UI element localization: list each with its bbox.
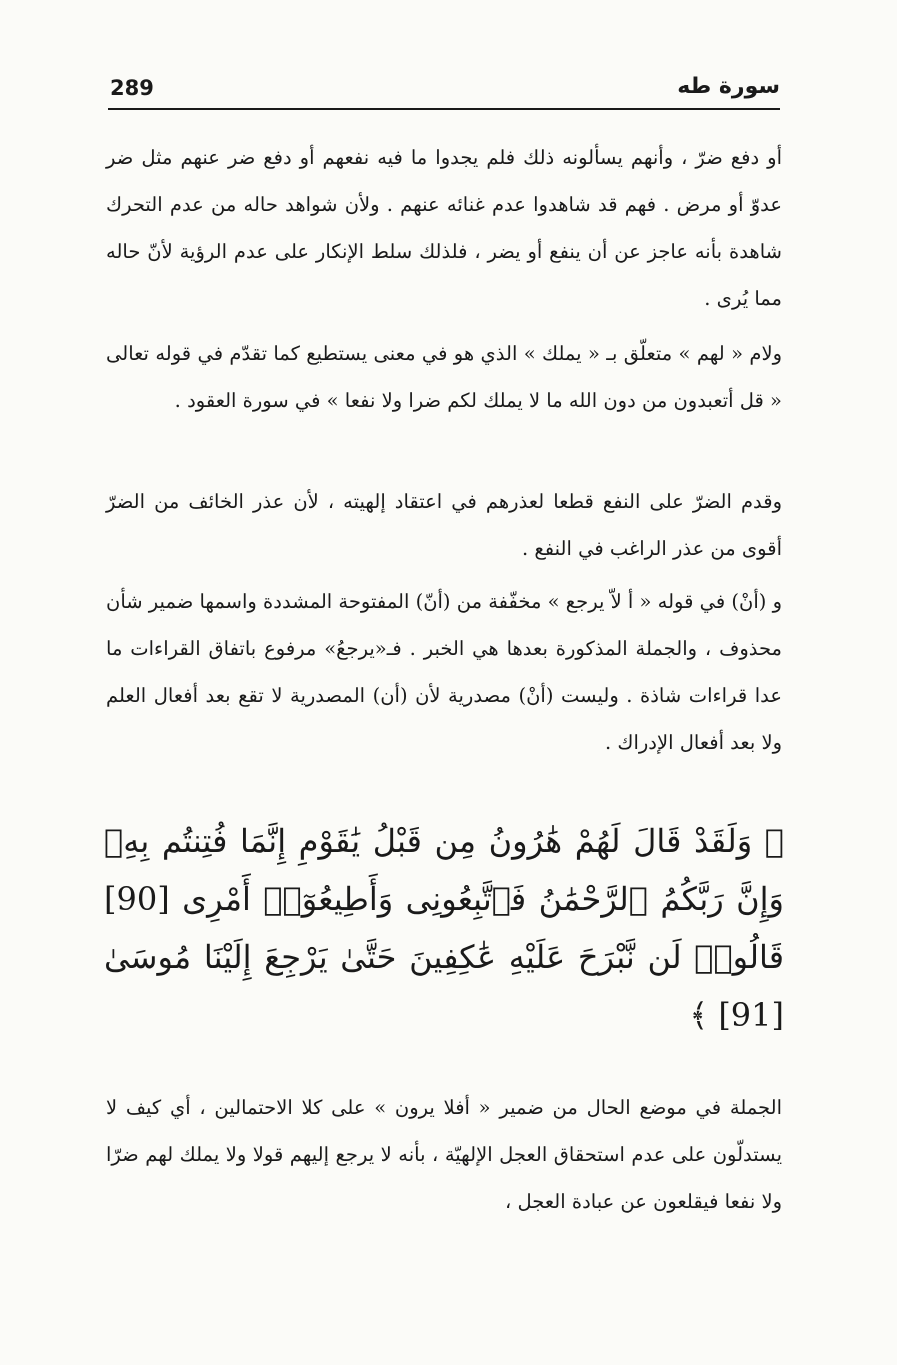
paragraph-1: أو دفع ضرّ ، وأنهم يسألونه ذلك فلم يجدوا ما فيه نفعهم أو دفع ضر عنهم مثل ضر عدوّ أو مرض . فهم قد شاهدوا عدم غنائه عنهم . ولأن شواهد حاله من عدم التحرك شاهدة بأنه عاجز عن أن ينفع أو يضر ، فلذلك سلط الإنكار على عدم الرؤية لأنّ حاله مما يُرى . xyxy=(106,146,782,310)
page-header xyxy=(108,74,780,110)
paragraph-4: و (أنْ) في قوله « أ لاّ يرجع » مخفّفة من (أنّ) المفتوحة المشددة واسمها ضمير شأن محذوف ، والجملة المذكورة بعدها هي الخبر . فـ«يرجعُ» مرفوع باتفاق القراءات ما عدا قراءات شاذة . وليست (أنْ) مصدرية لأن (أن) المصدرية لا تقع بعد أفعال العلم ولا بعد أفعال الإدراك . xyxy=(106,590,782,754)
paragraph-2: ولام « لهم » متعلّق بـ « يملك » الذي هو في معنى يستطيع كما تقدّم في قوله تعالى « قل أتعبدون من دون الله ما لا يملك لكم ضرا ولا نفعا » في سورة العقود . xyxy=(106,342,782,412)
quran-verse: ﴿ وَلَقَدْ قَالَ لَهُمْ هَٰرُونُ مِن قَبْلُ يَٰقَوْمِ إِنَّمَا فُتِنتُم بِهِۦ وَإِنَّ رَبَّكُمُ ٱلرَّحْمَٰنُ فَٱتَّبِعُونِى وَأَطِيعُوٓا۟ أَمْرِى [90] قَالُوا۟ لَن نَّبْرَحَ عَلَيْهِ عَٰكِفِينَ حَتَّىٰ يَرْجِعَ إِلَيْنَا مُوسَىٰ [91] ﴾ xyxy=(104,822,784,1034)
paragraph-5: الجملة في موضع الحال من ضمير « أفلا يرون » على كلا الاحتمالين ، أي كيف لا يستدلّون على عدم استحقاق العجل الإلهيّة ، بأنه لا يرجع إليهم قولا ولا يملك لهم ضرّا ولا نفعا فيقلعون عن عبادة العجل ، xyxy=(106,1096,782,1213)
surah-title: سورة طه xyxy=(677,74,780,99)
paragraph-3: وقدم الضرّ على النفع قطعا لعذرهم في اعتقاد إلهيته ، لأن عذر الخائف من الضرّ أقوى من عذر الراغب في النفع . xyxy=(106,490,782,560)
page-number: 289 xyxy=(110,76,154,100)
